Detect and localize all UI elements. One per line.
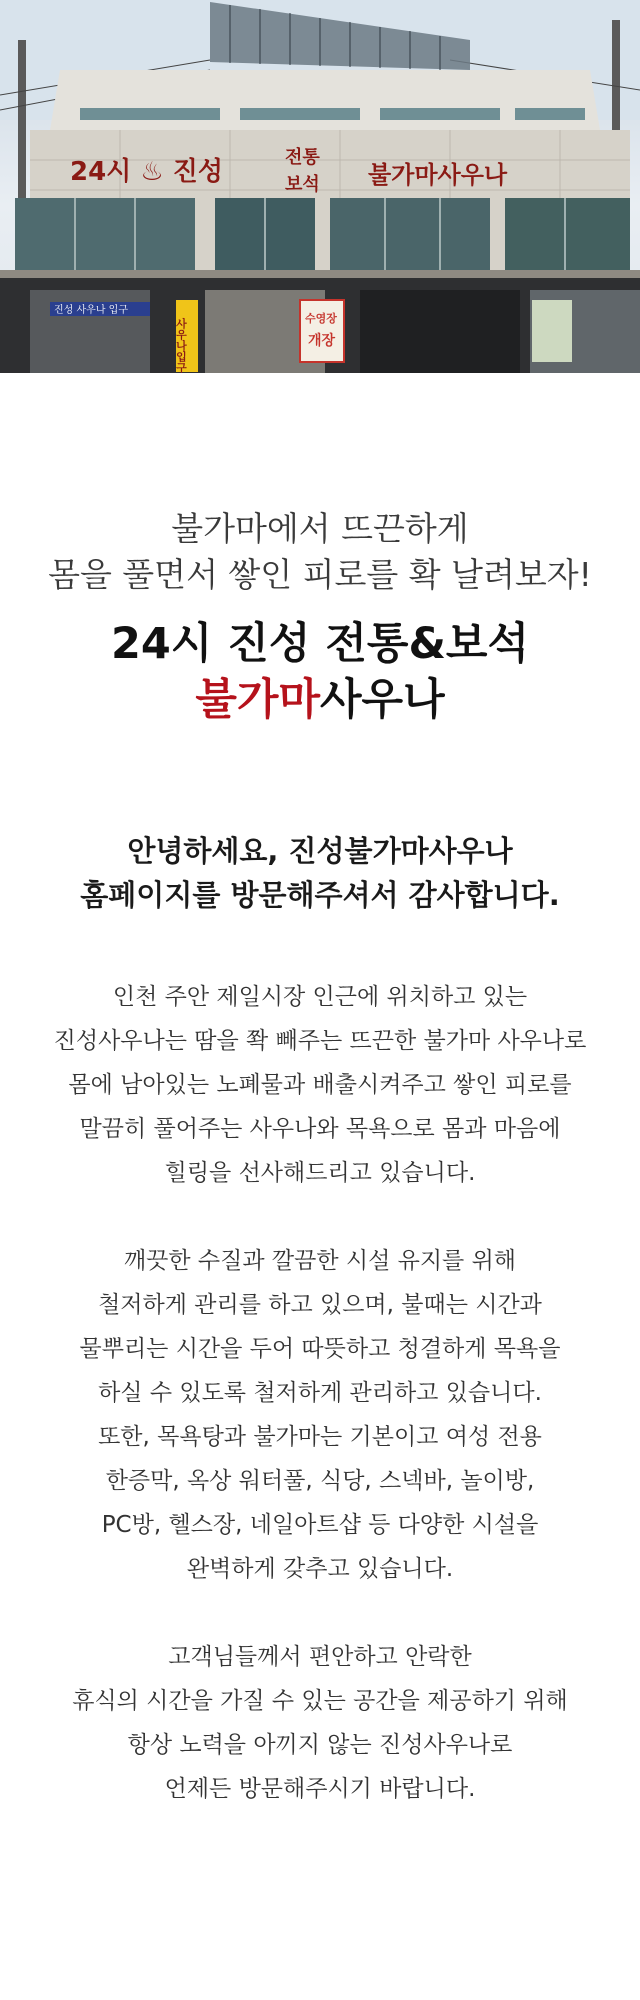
intro-section (0, 506, 640, 1811)
paragraph-line: 진성사우나는 땀을 쫙 빼주는 뜨끈한 불가마 사우나로 (53, 1028, 587, 1054)
paragraph-closing (0, 1635, 640, 1811)
paragraph-line: 하실 수 있도록 철저하게 관리하고 있습니다. (98, 1380, 542, 1406)
paragraph-line: 힐링을 선사해드리고 있습니다. (164, 1160, 476, 1186)
paragraph-line: 깨끗한 수질과 깔끔한 시설 유지를 위해 (123, 1248, 517, 1274)
sign-main-text: 24시 ♨ 진성 (70, 157, 223, 187)
greeting-line: 홈페이지를 방문해주셔서 감사합니다. (80, 878, 560, 912)
title-rest: 사우나 (320, 675, 445, 725)
sign-vertical-2: 보석 (285, 174, 320, 195)
paragraph-line: 휴식의 시간을 가질 수 있는 공간을 제공하기 위해 (72, 1688, 568, 1714)
hero-building-photo (0, 0, 640, 373)
vertical-banner-text: 사우나입구 (174, 318, 188, 373)
paragraph-line: 말끔히 풀어주는 사우나와 목욕으로 몸과 마음에 (79, 1116, 561, 1142)
paragraph-line: 한증막, 옥상 워터풀, 식당, 스넥바, 놀이방, (105, 1468, 535, 1494)
sign-vertical-1: 전통 (285, 147, 320, 168)
intro-subtitle (0, 506, 640, 598)
greeting-line: 안녕하세요, 진성불가마사우나 (127, 834, 513, 868)
paragraph-line: 철저하게 관리를 하고 있으며, 불때는 시간과 (98, 1292, 542, 1318)
paragraph-line: 몸에 남아있는 노폐물과 배출시켜주고 쌓인 피로를 (68, 1072, 572, 1098)
paragraph-line: 물뿌리는 시간을 두어 따뜻하고 청결하게 목욕을 (79, 1336, 561, 1362)
paragraph-line: 완벽하게 갖추고 있습니다. (186, 1556, 454, 1582)
paragraph-line: 고객님들께서 편안하고 안락한 (168, 1644, 472, 1670)
page-title (0, 616, 640, 728)
paragraph-line: 언제든 방문해주시기 바랍니다. (164, 1776, 476, 1802)
entrance-sign-text: 진성 사우나 입구 (54, 305, 128, 316)
title-line-2 (0, 672, 640, 728)
building-illustration (0, 0, 640, 373)
paragraph-location (0, 975, 640, 1195)
subtitle-line: 불가마에서 뜨끈하게 (171, 509, 469, 548)
paragraph-line: PC방, 헬스장, 네일아트샵 등 다양한 시설을 (101, 1512, 539, 1538)
pool-sign-line2: 개장 (308, 333, 336, 349)
pool-sign-line1: 수영장 (305, 312, 337, 325)
title-line-1: 24시 진성 전통&보석 (110, 619, 530, 669)
greeting (0, 829, 640, 917)
paragraph-line: 또한, 목욕탕과 불가마는 기본이고 여성 전용 (98, 1424, 542, 1450)
subtitle-line: 몸을 풀면서 쌓인 피로를 확 날려보자! (48, 555, 592, 594)
title-accent: 불가마 (195, 675, 320, 725)
paragraph-facilities (0, 1239, 640, 1591)
paragraph-line: 인천 주안 제일시장 인근에 위치하고 있는 (112, 984, 528, 1010)
paragraph-line: 항상 노력을 아끼지 않는 진성사우나로 (127, 1732, 513, 1758)
sign-right-text: 불가마사우나 (368, 161, 508, 189)
